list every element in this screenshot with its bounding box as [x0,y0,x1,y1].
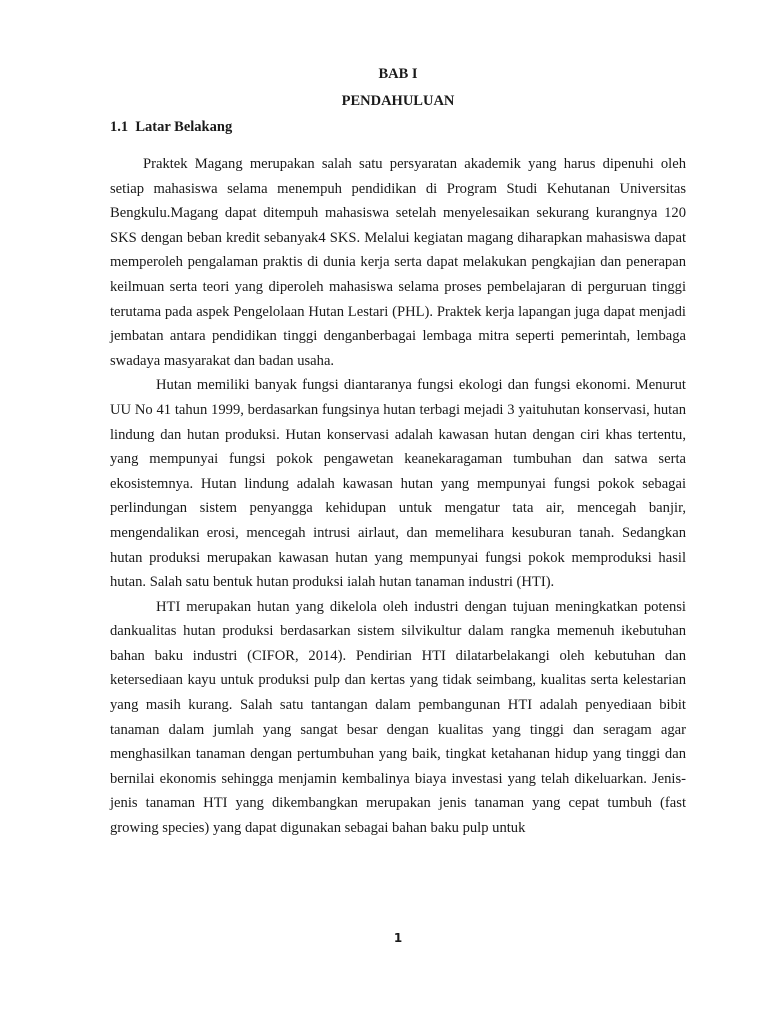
paragraph-fungsi-hutan: Hutan memiliki banyak fungsi diantaranya fungsi ekologi dan fungsi ekonomi. Menurut UU No 41 tahun 1999, berdasarkan fungsinya hutan terbagi mejadi 3 yaituhutan konservasi, hutan lindung dan hutan produksi. Hutan konservasi adalah kawasan hutan dengan ciri khas tertentu, yang mempunyai fungsi pokok pengawetan keanekaragaman tumbuhan dan satwa serta ekosistemnya. Hutan lindung adalah kawasan hutan yang mempunyai fungsi pokok sebagai perlindungan sistem penyangga kehidupan untuk mengatur tata air, mencegah banjir, mengendalikan erosi, mencegah intrusi airlaut, dan memelihara kesuburan tanah. Sedangkan hutan produksi merupakan kawasan hutan yang mempunyai fungsi pokok memproduksi hasil hutan. Salah satu bentuk hutan produksi ialah hutan tanaman industri (HTI). [110,377,686,591]
page-number: 1 [393,931,403,945]
document-page [110,0,686,1024]
chapter-number: BAB I [378,66,418,82]
paragraph-hti: HTI merupakan hutan yang dikelola oleh industri dengan tujuan meningkatkan potensi dankualitas hutan produksi berdasarkan sistem silvikultur dalam rangka memenuh ikebutuhan bahan baku industri (CIFOR, 2014). Pendirian HTI dilatarbelakangi oleh kebutuhan dan ketersediaan kayu untuk produksi pulp dan kertas yang tidak seimbang, kualitas serta kelestarian yang masih kurang. Salah satu tantangan dalam pembangunan HTI adalah penyediaan bibit tanaman dalam jumlah yang sangat besar dengan kualitas yang tinggi dan seragam agar menghasilkan tanaman dengan pertumbuhan yang baik, tingkat ketahanan hidup yang tinggi dan bernilai ekonomis sehingga menjamin kembalinya biaya investasi yang telah dikeluarkan. Jenis-jenis tanaman HTI yang dikembangkan merupakan jenis tanaman yang cepat tumbuh (fast growing species) yang dapat digunakan sebagai bahan baku pulp untuk [110,598,686,837]
body-text [110,152,686,841]
section-heading: 1.1 Latar Belakang [110,119,233,135]
paragraph-praktek-magang: Praktek Magang merupakan salah satu persyaratan akademik yang harus dipenuhi oleh setiap mahasiswa selama menempuh pendidikan di Program Studi Kehutanan Universitas Bengkulu.Magang dapat ditempuh mahasiswa setelah menyelesaikan sekurang kurangnya 120 SKS dengan beban kredit sebanyak4 SKS. Melalui kegiatan magang diharapkan mahasiswa dapat memperoleh pengalaman praktis di dunia kerja serta dapat melakukan pengkajian dan penerapan keilmuan serta teori yang diperoleh mahasiswa selama proses pembelajaran di perguruan tinggi terutama pada aspek Pengelolaan Hutan Lestari (PHL). Praktek kerja lapangan juga dapat menjadi jembatan antara pendidikan tinggi denganberbagai lembaga mitra seperti pemerintah, lembaga swadaya masyarakat dan badan usaha. [110,156,686,369]
chapter-title: PENDAHULUAN [341,93,455,109]
